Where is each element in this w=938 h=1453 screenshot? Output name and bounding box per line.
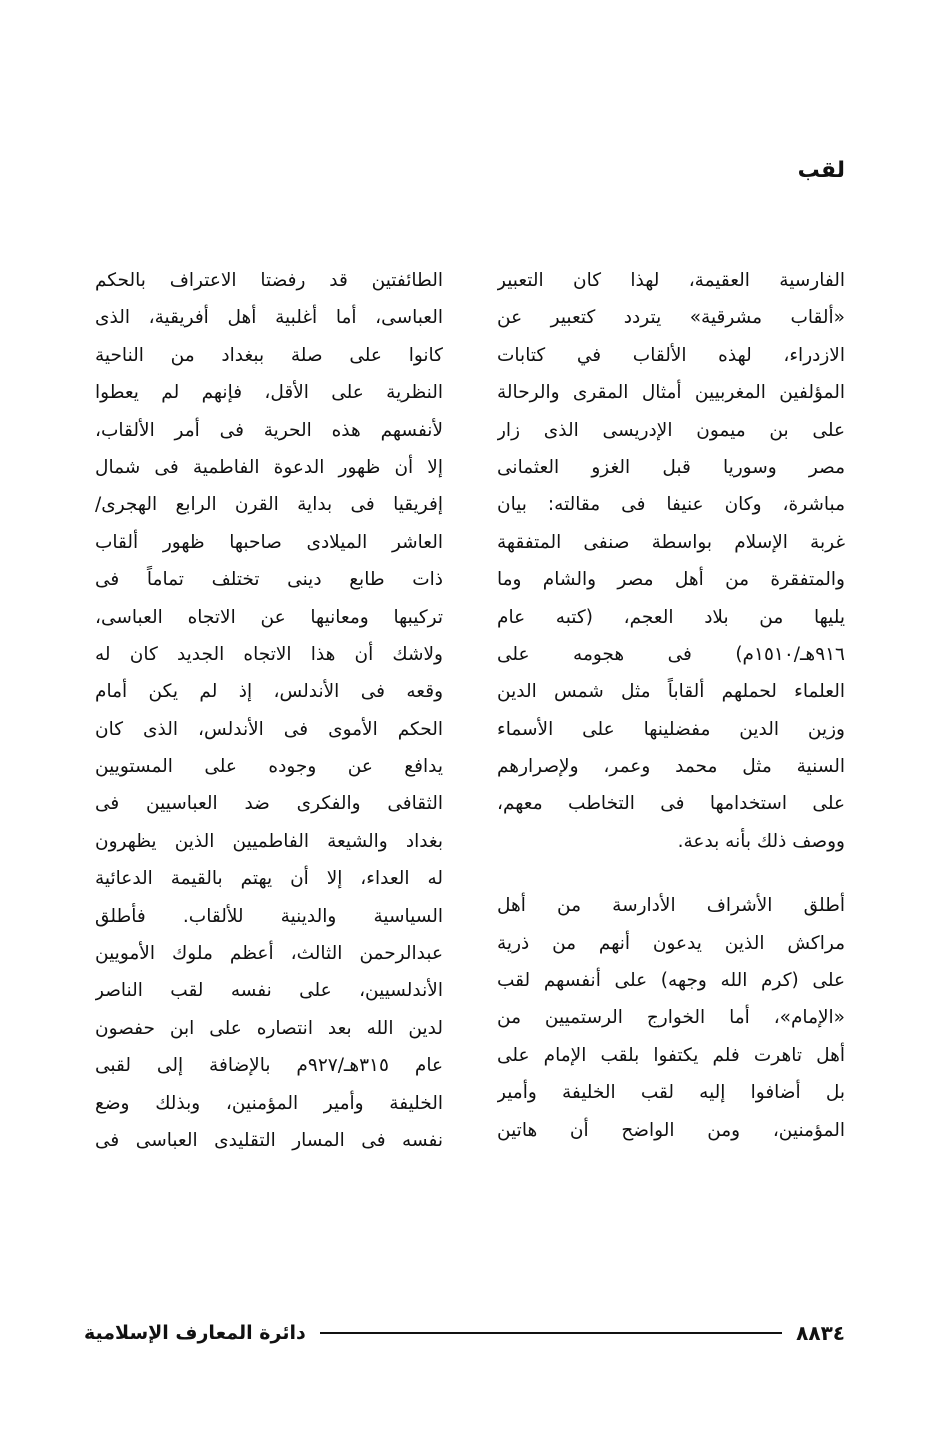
text-line: مراكش الذين يدعون أنهم من ذرية [497,932,845,954]
text-line: العاشر الميلادى صاحبها ظهور ألقاب [95,531,443,553]
text-line: المؤمنين، ومن الواضح أن هاتين [497,1119,845,1141]
page-number: ٨٨٣٤ [796,1321,845,1345]
text-line: ولاشك أن هذا الاتجاه الجديد كان له [95,643,443,665]
text-line: «الإمام»، أما الخوارج الرستميين من [497,1007,845,1029]
text-line: مصر وسوريا قبل الغزو العثمانى [497,456,845,478]
publication-title: دائرة المعارف الإسلامية [84,1322,306,1344]
text-line: يدافع عن وجوده على المستويين [95,756,443,778]
text-line: على (كرم الله وجهه) على أنفسهم لقب [497,970,845,992]
text-line: النظرية على الأقل، فإنهم لم يعطوا [95,382,443,404]
text-line: عام ٣١٥هـ/٩٢٧م بالإضافة إلى لقبى [95,1055,443,1077]
running-head: لقب [797,158,845,183]
text-line: عبدالرحمن الثالث، أعظم ملوك الأمويين [95,943,443,965]
text-line: الفارسية العقيمة، لهذا كان التعبير [497,270,845,291]
text-line: نفسه فى المسار التقليدى العباسى فى [95,1129,443,1151]
text-line: الأندلسيين، على نفسه لقب الناصر [95,980,443,1002]
text-line: بل أضافوا إليه لقب الخليفة وأمير [497,1082,845,1104]
paragraph-gap [497,860,845,887]
text-line: العلماء لحملهم ألقاباً مثل شمس الدين [497,681,845,703]
text-line: مباشرة، وكان عنيفا فى مقالته: بيان [497,494,845,516]
text-line: الحكم الأموى فى الأندلس، الذى كان [95,718,443,740]
text-line: على استخدامها فى التخاطب معهم، [497,793,845,815]
text-line: كانوا على صلة ببغداد من الناحية [95,344,443,366]
text-line: ووصف ذلك بأنه بدعة. [677,830,845,852]
footer-rule [320,1332,782,1334]
paragraph [497,262,845,860]
text-line: وقعه فى الأندلس، إذ لم يكن أمام [95,681,443,703]
text-line: أطلق الأشراف الأدارسة من أهل [497,895,845,917]
text-line: إفريقيا فى بداية القرن الرابع الهجرى/ [95,494,443,516]
text-line: «ألقاب مشرقية» يتردد كتعبير عن [497,307,845,329]
text-line: لدين الله بعد انتصاره على ابن حفصون [95,1017,443,1039]
left-column [95,262,443,1159]
paragraph [497,887,845,1149]
text-line: وزين الدين مفضلينها على الأسماء [497,718,845,740]
text-line: له العداء، إلا أن يهتم بالقيمة الدعائية [95,868,443,890]
text-line: والمتفقرة من أهل مصر والشام وما [497,569,845,591]
text-line: الازدراء، لهذه الألقاب في كتابات [497,344,845,366]
text-line: السياسية والدينية للألقاب. فأطلق [95,905,443,927]
text-line: المؤلفين المغربيين أمثال المقرى والرحالة [497,382,845,404]
text-line: الخليفة وأمير المؤمنين، وبذلك وضع [95,1092,443,1114]
text-line: تركيبها ومعانيها عن الاتجاه العباسى، [95,606,443,628]
text-line: لأنفسهم هذه الحرية فى أمر الألقاب، [95,419,443,441]
text-line: السنية مثل محمد وعمر، ولإصرارهم [497,756,845,778]
text-line: العباسى، أما أغلبية أهل أفريقية، الذى [95,307,443,329]
text-line: بغداد والشيعة الفاطميين الذين يظهرون [95,830,443,852]
text-line: الثقافى والفكرى ضد العباسيين فى [95,793,443,815]
text-line: الطائفتين قد رفضتا الاعتراف بالحكم [95,270,443,291]
text-line: أهل تاهرت فلم يكتفوا بلقب الإمام على [497,1044,845,1066]
text-line: على بن ميمون الإدريسى الذى زار [497,419,845,441]
text-line: غربة الإسلام بواسطة صنفى المتفقهة [497,531,845,553]
page-footer [84,1318,845,1348]
text-line: ٩١٦هـ/١٥١٠م) فى هجومه على [497,643,845,665]
text-line: يليها من بلاد العجم، (كتبه عام [497,606,845,628]
text-line: ذات طابع دينى تختلف تماماً فى [95,569,443,591]
text-line: إلا أن ظهور الدعوة الفاطمية فى شمال [95,456,443,478]
right-column [497,262,845,1149]
